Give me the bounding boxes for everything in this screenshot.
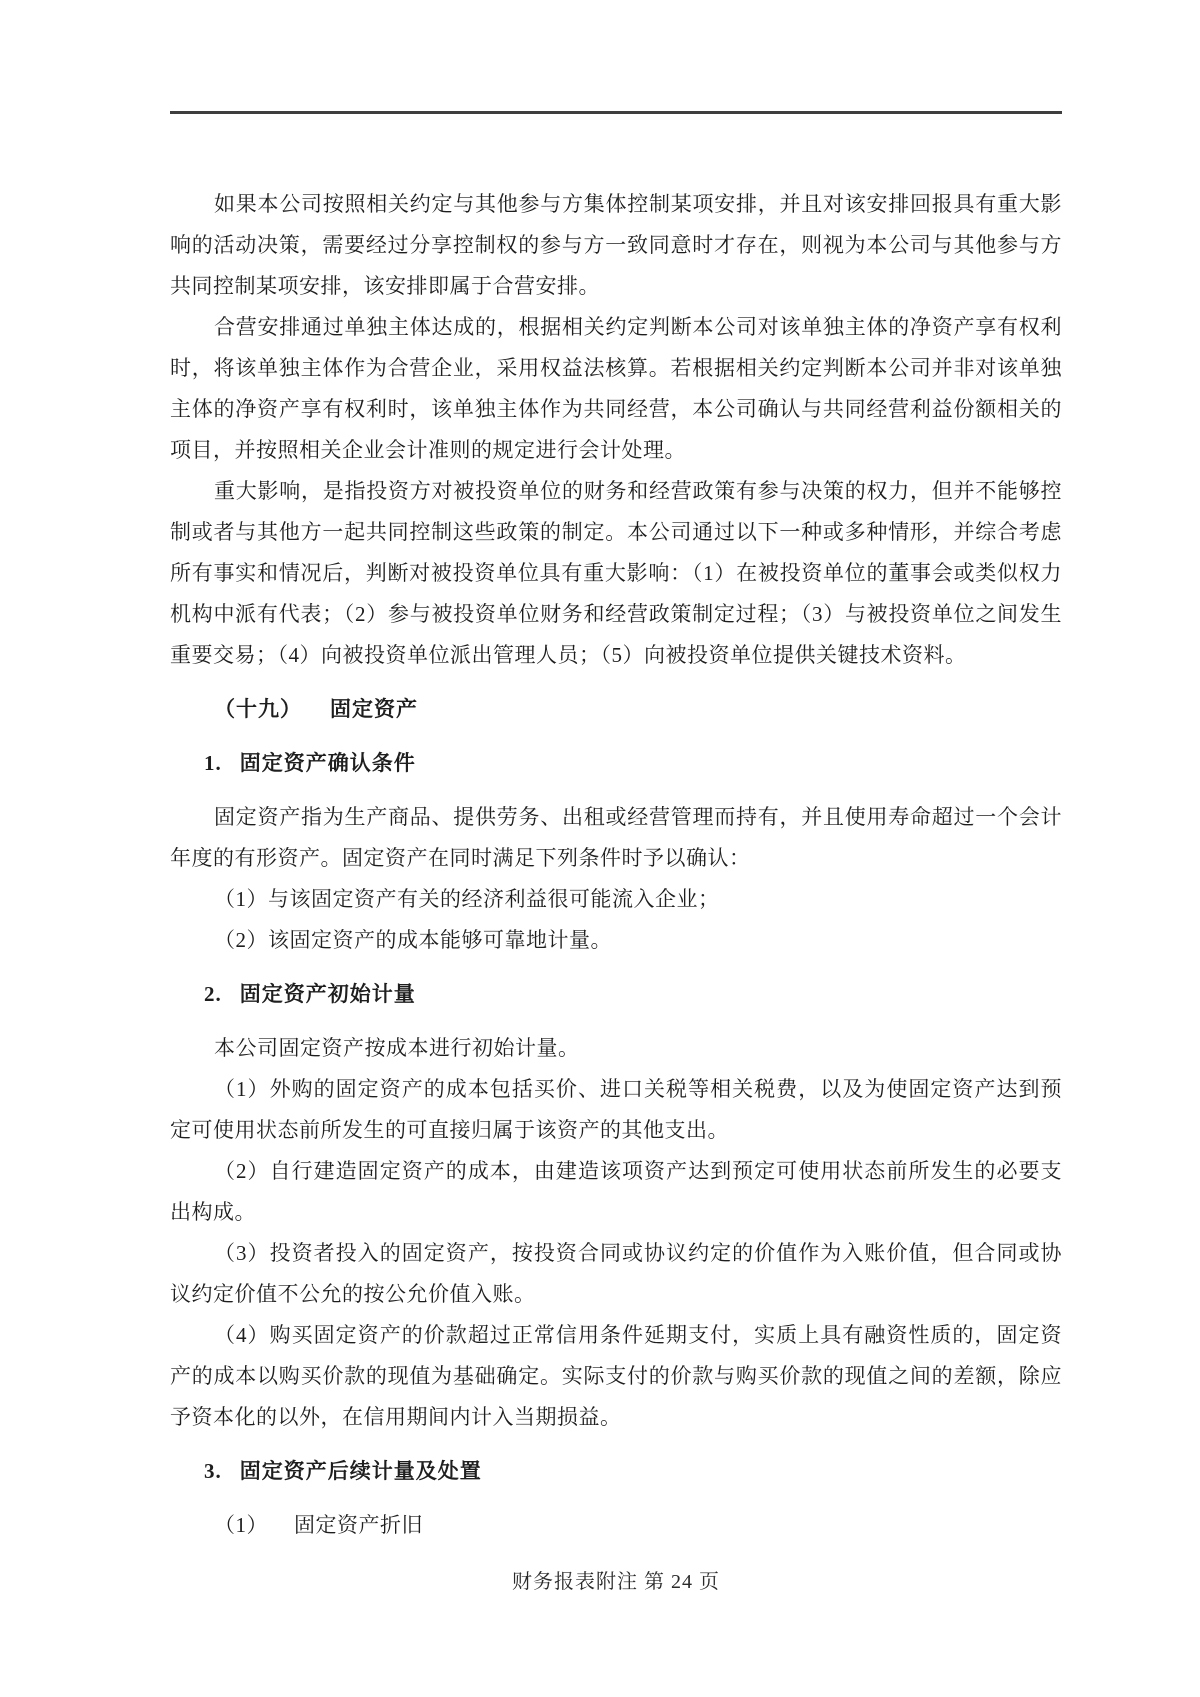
section-heading-19 [170, 689, 1062, 730]
paragraph-recognition-definition: 固定资产指为生产商品、提供劳务、出租或经营管理而持有，并且使用寿命超过一个会计年度的有形资产。固定资产在同时满足下列条件时予以确认： [170, 805, 1062, 870]
subheading-3-title: 固定资产后续计量及处置 [239, 1459, 482, 1483]
list-item-initial-4-deferred-payment: （4）购买固定资产的价款超过正常信用条件延期支付，实质上具有融资性质的，固定资产的成本以购买价款的现值为基础确定。实际支付的价款与购买价款的现值之间的差额，除应予资本化的以外，在信用期间内计入当期损益。 [170, 1323, 1062, 1429]
subheading-3-subsequent-measurement [170, 1451, 1062, 1492]
subheading-1-number: 1. [204, 751, 222, 775]
paragraph-significant-influence: 重大影响，是指投资方对被投资单位的财务和经营政策有参与决策的权力，但并不能够控制或者与其他方一起共同控制这些政策的制定。本公司通过以下一种或多种情形，并综合考虑所有事实和情况后，判断对被投资单位具有重大影响：（1）在被投资单位的董事会或类似权力机构中派有代表；（2）参与被投资单位财务和经营政策制定过程；（3）与被投资单位之间发生重要交易；（4）向被投资单位派出管理人员；（5）向被投资单位提供关键技术资料。 [170, 479, 1062, 667]
subheading-2-title: 固定资产初始计量 [239, 982, 416, 1006]
section-heading-19-title: 固定资产 [330, 697, 418, 721]
item-depreciation-heading [170, 1505, 1062, 1546]
list-item-initial-1-purchased: （1）外购的固定资产的成本包括买价、进口关税等相关税费，以及为使固定资产达到预定可使用状态前所发生的可直接归属于该资产的其他支出。 [170, 1077, 1062, 1142]
list-item-initial-2-self-built: （2）自行建造固定资产的成本，由建造该项资产达到预定可使用状态前所发生的必要支出构成。 [170, 1159, 1062, 1224]
list-item-recognition-1: （1）与该固定资产有关的经济利益很可能流入企业； [214, 887, 720, 911]
paragraph-joint-arrangement: 合营安排通过单独主体达成的，根据相关约定判断本公司对该单独主体的净资产享有权利时，将该单独主体作为合营企业，采用权益法核算。若根据相关约定判断本公司并非对该单独主体的净资产享有权利时，该单独主体作为共同经营，本公司确认与共同经营利益份额相关的项目，并按照相关企业会计准则的规定进行会计处理。 [170, 315, 1062, 462]
subheading-3-number: 3. [204, 1459, 222, 1483]
list-item-initial-3-invested: （3）投资者投入的固定资产，按投资合同或协议约定的价值作为入账价值，但合同或协议约定价值不公允的按公允价值入账。 [170, 1241, 1062, 1306]
subheading-1-title: 固定资产确认条件 [239, 751, 416, 775]
header-rule [170, 111, 1062, 114]
paragraph-joint-control: 如果本公司按照相关约定与其他参与方集体控制某项安排，并且对该安排回报具有重大影响的活动决策，需要经过分享控制权的参与方一致同意时才存在，则视为本公司与其他参与方共同控制某项安排，该安排即属于合营安排。 [170, 192, 1062, 298]
item-depreciation-number: （1） [214, 1513, 268, 1537]
document-body [170, 184, 1062, 1546]
section-heading-19-number: （十九） [214, 697, 302, 721]
list-item-recognition-2: （2）该固定资产的成本能够可靠地计量。 [214, 928, 612, 952]
subheading-2-initial-measurement [170, 974, 1062, 1015]
subheading-2-number: 2. [204, 982, 222, 1006]
page-footer: 财务报表附注 第 24 页 [512, 1571, 720, 1593]
item-depreciation-title: 固定资产折旧 [294, 1513, 423, 1537]
paragraph-initial-measurement: 本公司固定资产按成本进行初始计量。 [214, 1036, 580, 1060]
subheading-1-recognition [170, 743, 1062, 784]
